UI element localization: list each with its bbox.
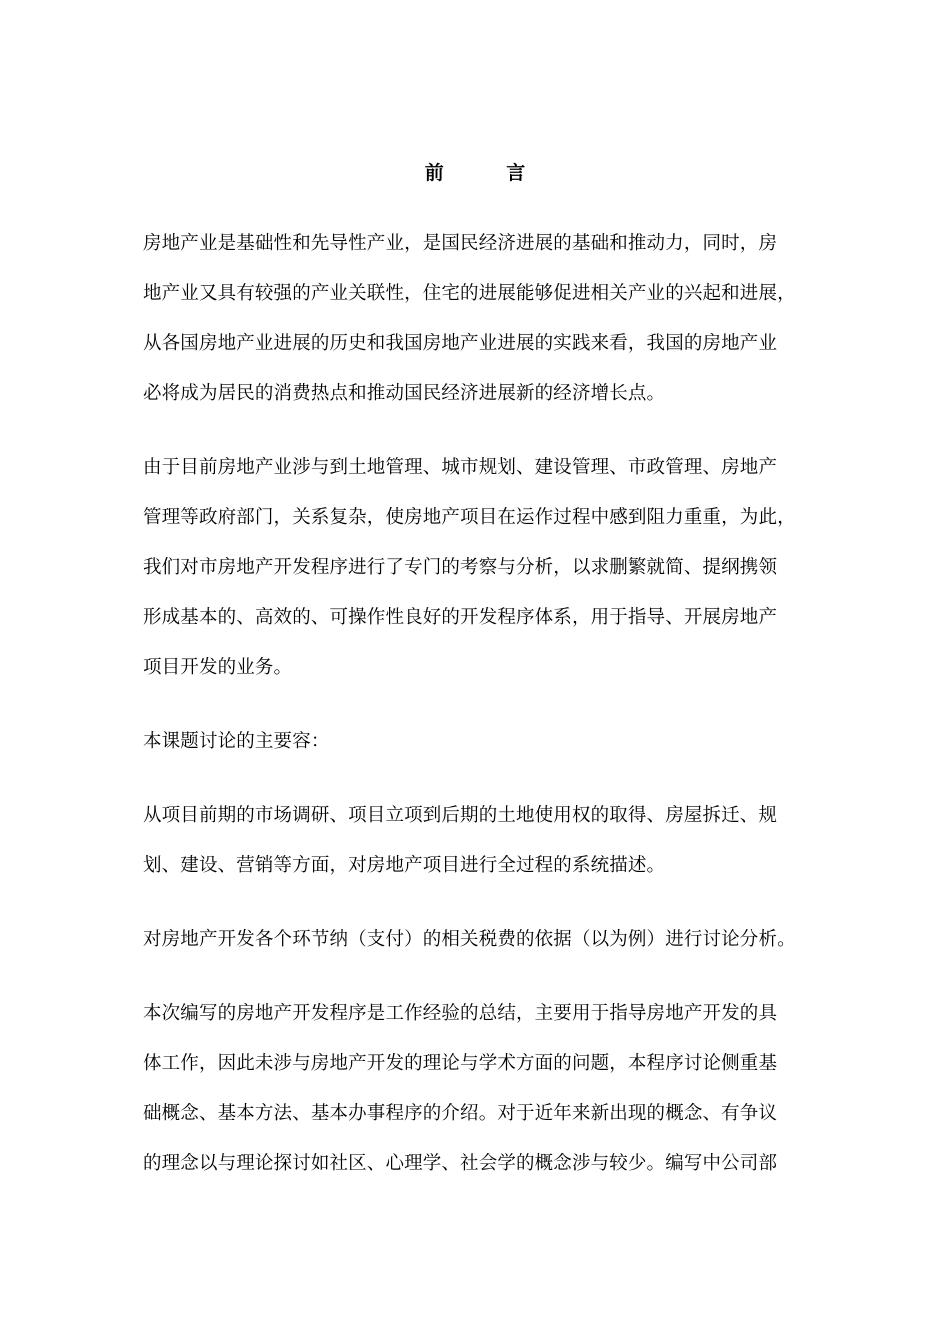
paragraph-2 bbox=[143, 443, 813, 693]
text-line: 体工作，因此未涉与房地产开发的理论与学术方面的问题，本程序讨论侧重基 bbox=[143, 1053, 778, 1074]
paragraph-5 bbox=[143, 915, 813, 965]
page-title: 前 言 bbox=[424, 162, 554, 184]
text-line: 本课题讨论的主要容： bbox=[143, 731, 330, 752]
text-line: 从各国房地产业进展的历史和我国房地产业进展的实践来看，我国的房地产业 bbox=[143, 333, 778, 354]
text-line: 形成基本的、高效的、可操作性良好的开发程序体系，用于指导、开展房地产 bbox=[143, 607, 778, 628]
document-body bbox=[143, 219, 813, 1189]
text-line: 对房地产开发各个环节纳（支付）的相关税费的依据（以为例）进行讨论分析。 bbox=[143, 929, 796, 950]
text-line: 项目开发的业务。 bbox=[143, 657, 293, 678]
text-line: 划、建设、营销等方面，对房地产项目进行全过程的系统描述。 bbox=[143, 855, 666, 876]
text-line: 的理念以与理论探讨如社区、心理学、社会学的概念涉与较少。编写中公司部 bbox=[143, 1153, 778, 1174]
paragraph-1 bbox=[143, 219, 813, 419]
text-line: 础概念、基本方法、基本办事程序的介绍。对于近年来新出现的概念、有争议 bbox=[143, 1103, 778, 1124]
text-line: 从项目前期的市场调研、项目立项到后期的土地使用权的取得、房屋拆迁、规 bbox=[143, 805, 778, 826]
paragraph-3 bbox=[143, 717, 813, 767]
text-line: 管理等政府部门，关系复杂，使房地产项目在运作过程中感到阻力重重，为此， bbox=[143, 507, 796, 528]
text-line: 我们对市房地产开发程序进行了专门的考察与分析，以求删繁就简、提纲携领 bbox=[143, 557, 778, 578]
text-line: 地产业又具有较强的产业关联性，住宅的进展能够促进相关产业的兴起和进展， bbox=[143, 283, 796, 304]
text-line: 本次编写的房地产开发程序是工作经验的总结，主要用于指导房地产开发的具 bbox=[143, 1003, 778, 1024]
text-line: 由于目前房地产业涉与到土地管理、城市规划、建设管理、市政管理、房地产 bbox=[143, 457, 778, 478]
text-line: 房地产业是基础性和先导性产业，是国民经济进展的基础和推动力，同时，房 bbox=[143, 233, 778, 254]
text-line: 必将成为居民的消费热点和推动国民经济进展新的经济增长点。 bbox=[143, 383, 666, 404]
paragraph-4 bbox=[143, 791, 813, 891]
paragraph-6 bbox=[143, 989, 813, 1189]
